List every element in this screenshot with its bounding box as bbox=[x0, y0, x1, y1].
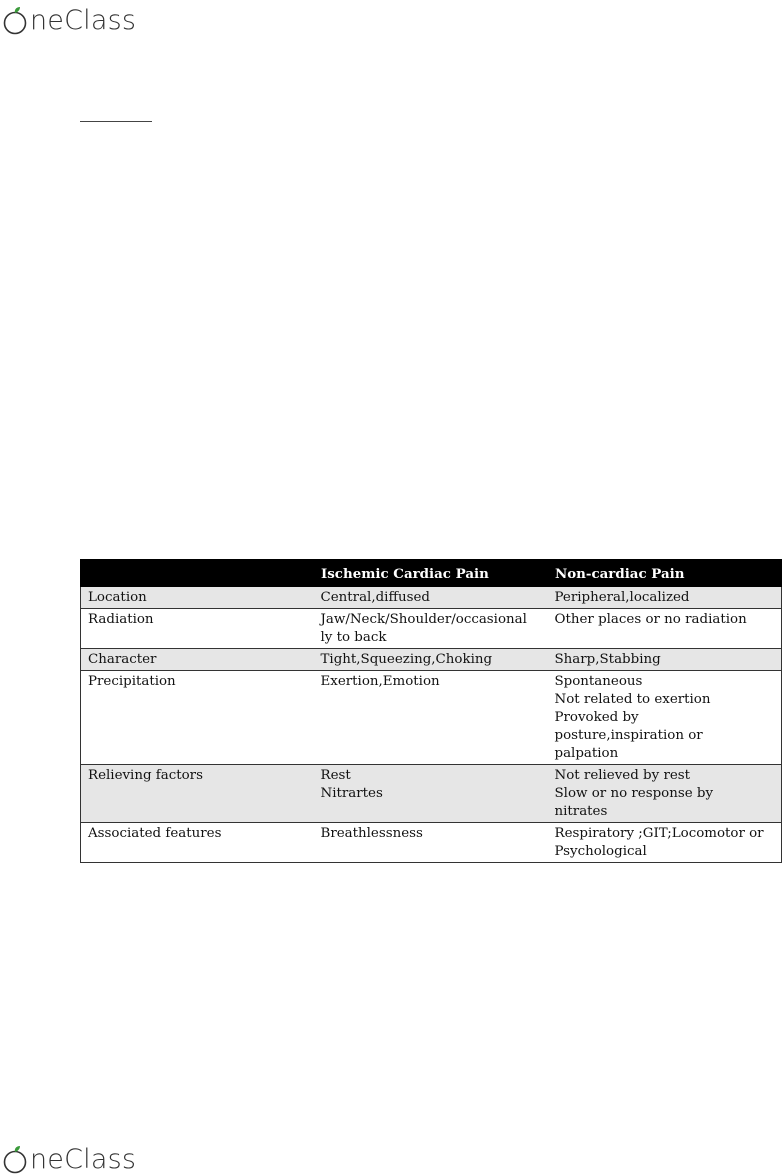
row-ischemic bbox=[314, 765, 548, 823]
table-row bbox=[81, 649, 782, 671]
logo-text: neClass bbox=[30, 5, 137, 36]
apple-logo-icon bbox=[2, 1146, 29, 1174]
cell-line: palpation bbox=[554, 746, 619, 761]
header-feature bbox=[81, 560, 314, 587]
row-ischemic bbox=[314, 671, 548, 765]
cell-line: nitrates bbox=[554, 804, 608, 819]
cell-line: Tight,Squeezing,Choking bbox=[320, 652, 493, 667]
row-ischemic bbox=[314, 587, 548, 609]
section-underline bbox=[80, 121, 152, 122]
row-noncardiac bbox=[548, 671, 782, 765]
cell-line: Breathlessness bbox=[320, 826, 423, 841]
row-feature: Relieving factors bbox=[81, 765, 314, 823]
cell-line: Provoked by bbox=[554, 710, 639, 725]
row-noncardiac bbox=[548, 649, 782, 671]
row-ischemic bbox=[314, 649, 548, 671]
row-noncardiac bbox=[548, 609, 782, 649]
cell-line: Central,diffused bbox=[320, 590, 430, 605]
oneclass-logo-footer bbox=[2, 1140, 136, 1174]
cell-line: Sharp,Stabbing bbox=[554, 652, 661, 667]
oneclass-logo bbox=[2, 1, 136, 35]
cell-line: Respiratory ;GIT;Locomotor or bbox=[554, 826, 764, 841]
row-ischemic bbox=[314, 823, 548, 863]
cell-line: Jaw/Neck/Shoulder/occasional bbox=[320, 612, 527, 627]
cell-line: Peripheral,localized bbox=[554, 590, 690, 605]
row-noncardiac bbox=[548, 765, 782, 823]
row-feature: Associated features bbox=[81, 823, 314, 863]
header-ischemic: Ischemic Cardiac Pain bbox=[314, 560, 548, 587]
logo-text: neClass bbox=[30, 1144, 137, 1175]
table-row bbox=[81, 823, 782, 863]
row-ischemic bbox=[314, 609, 548, 649]
cell-line: Other places or no radiation bbox=[554, 612, 747, 627]
cell-line: Not related to exertion bbox=[554, 692, 711, 707]
row-feature: Location bbox=[81, 587, 314, 609]
cell-line: Rest bbox=[320, 768, 351, 783]
table-row bbox=[81, 587, 782, 609]
table-row bbox=[81, 609, 782, 649]
row-noncardiac bbox=[548, 587, 782, 609]
apple-logo-icon bbox=[2, 7, 29, 35]
cell-line: Spontaneous bbox=[554, 674, 643, 689]
cell-line: Slow or no response by bbox=[554, 786, 714, 801]
row-feature: Radiation bbox=[81, 609, 314, 649]
chest-pain-comparison-table bbox=[80, 559, 782, 863]
row-feature: Precipitation bbox=[81, 671, 314, 765]
header-noncardiac: Non-cardiac Pain bbox=[548, 560, 782, 587]
cell-line: ly to back bbox=[320, 630, 387, 645]
table-header-row bbox=[81, 560, 782, 587]
row-noncardiac bbox=[548, 823, 782, 863]
row-feature: Character bbox=[81, 649, 314, 671]
table-row bbox=[81, 671, 782, 765]
table-row bbox=[81, 765, 782, 823]
cell-line: Psychological bbox=[554, 844, 647, 859]
cell-line: Nitrartes bbox=[320, 786, 383, 801]
cell-line: Not relieved by rest bbox=[554, 768, 691, 783]
cell-line: posture,inspiration or bbox=[554, 728, 703, 743]
cell-line: Exertion,Emotion bbox=[320, 674, 440, 689]
